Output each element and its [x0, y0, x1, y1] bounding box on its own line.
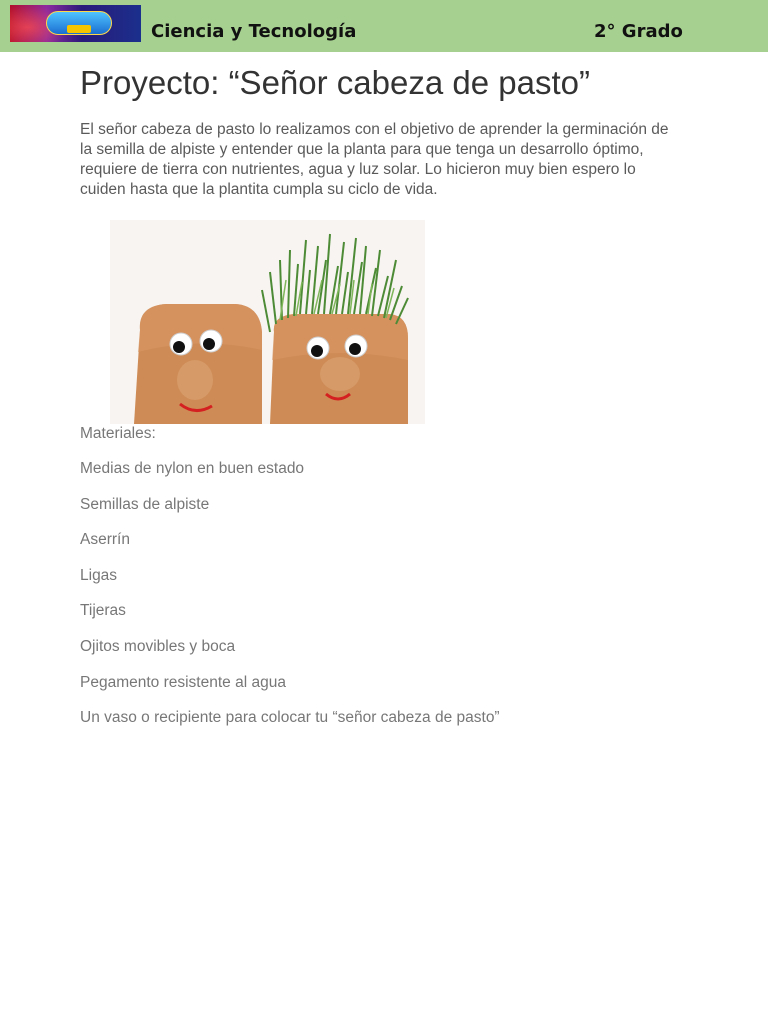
list-item: Ligas	[80, 566, 118, 584]
subject-title: Ciencia y Tecnología	[151, 21, 357, 42]
list-item: Un vaso o recipiente para colocar tu “señor cabeza de pasto”	[80, 709, 500, 727]
list-item: Ojitos movibles y boca	[80, 637, 236, 655]
logo-badge	[46, 11, 112, 35]
intro-paragraph: El señor cabeza de pasto lo realizamos con el objetivo de aprender la germinación de la semilla de alpiste y entender que la planta para que tenga un desarrollo óptimo, requiere de tierra con nutrientes, agua y luz solar. Lo hicieron muy bien espero lo cuiden hasta que la plantita cumpla su ciclo de vida.	[80, 121, 669, 198]
logo-badge-ribbon	[67, 25, 91, 33]
list-item: Aserrín	[80, 531, 130, 549]
list-item: Semillas de alpiste	[80, 495, 210, 513]
list-item: Tijeras	[80, 602, 126, 620]
right-doll-nose	[320, 357, 360, 391]
left-doll-nose	[177, 360, 213, 400]
materials-heading: Materiales:	[80, 425, 156, 442]
header-bar	[0, 0, 768, 52]
materials-list	[80, 459, 500, 744]
grade-label: 2° Grado	[594, 21, 683, 42]
list-item: Pegamento resistente al agua	[80, 673, 286, 691]
grass-head-dolls-photo	[110, 220, 425, 424]
list-item: Medias de nylon en buen estado	[80, 460, 305, 477]
school-logo	[10, 5, 141, 42]
page-title: Proyecto: “Señor cabeza de pasto”	[80, 64, 590, 101]
